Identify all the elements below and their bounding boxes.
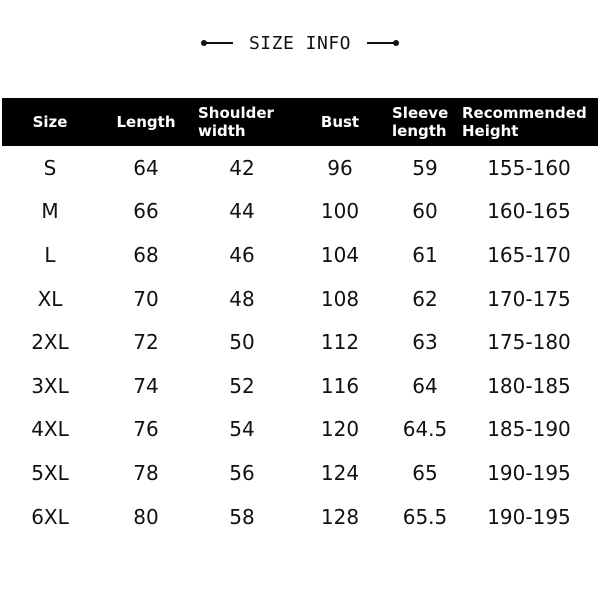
cell-recommended-height: 180-185 [487,373,571,398]
cell-recommended-height: 175-180 [487,330,571,355]
cell-bust: 100 [320,199,360,224]
title-left-ornament [199,38,239,48]
header-length: Length [116,113,176,131]
cell-shoulder-width: 56 [229,460,255,485]
cell-shoulder-width: 50 [229,330,255,355]
cell-length: 76 [133,417,159,442]
cell-size: L [44,242,56,267]
table-row [2,277,598,321]
header-size: Size [32,113,68,131]
cell-bust: 112 [320,330,360,355]
cell-sleeve-length: 63 [412,330,438,355]
header-recommended-height: Recommended Height [462,104,587,140]
cell-size: 4XL [31,417,69,442]
cell-sleeve-length: 65.5 [402,504,448,529]
cell-shoulder-width: 44 [229,199,255,224]
cell-shoulder-width: 58 [229,504,255,529]
cell-recommended-height: 155-160 [487,155,571,180]
cell-recommended-height: 160-165 [487,199,571,224]
cell-sleeve-length: 62 [412,286,438,311]
cell-recommended-height: 185-190 [487,417,571,442]
cell-bust: 124 [320,460,360,485]
header-sleeve-length: Sleeve length [392,104,449,140]
cell-recommended-height: 170-175 [487,286,571,311]
cell-bust: 120 [320,417,360,442]
size-table [2,98,598,538]
cell-size: M [41,199,59,224]
header-shoulder-width: Shoulder width [198,104,274,140]
cell-sleeve-length: 64 [412,373,438,398]
cell-length: 70 [133,286,159,311]
table-row [2,146,598,190]
cell-bust: 128 [320,504,360,529]
cell-size: 3XL [31,373,69,398]
cell-recommended-height: 165-170 [487,242,571,267]
cell-shoulder-width: 52 [229,373,255,398]
table-row [2,451,598,495]
cell-sleeve-length: 60 [412,199,438,224]
cell-bust: 108 [320,286,360,311]
table-row [2,320,598,364]
cell-bust: 96 [327,155,353,180]
cell-recommended-height: 190-195 [487,460,571,485]
table-row [2,233,598,277]
cell-shoulder-width: 48 [229,286,255,311]
cell-bust: 104 [320,242,360,267]
header-bust: Bust [320,113,360,131]
cell-length: 68 [133,242,159,267]
cell-length: 78 [133,460,159,485]
table-row [2,364,598,408]
cell-shoulder-width: 42 [229,155,255,180]
cell-size: 2XL [31,330,69,355]
page-title: SIZE INFO [248,32,352,54]
cell-length: 72 [133,330,159,355]
title-right-ornament [361,38,401,48]
cell-size: S [43,155,57,180]
table-row [2,190,598,234]
cell-length: 64 [133,155,159,180]
cell-size: XL [37,286,63,311]
cell-bust: 116 [320,373,360,398]
cell-sleeve-length: 61 [412,242,438,267]
cell-length: 66 [133,199,159,224]
table-body [2,146,598,538]
cell-shoulder-width: 54 [229,417,255,442]
cell-length: 80 [133,504,159,529]
cell-sleeve-length: 65 [412,460,438,485]
cell-size: 5XL [31,460,69,485]
cell-length: 74 [133,373,159,398]
table-row [2,495,598,539]
cell-size: 6XL [31,504,69,529]
cell-shoulder-width: 46 [229,242,255,267]
table-header-row [2,98,598,146]
cell-sleeve-length: 59 [412,155,438,180]
table-row [2,408,598,452]
cell-recommended-height: 190-195 [487,504,571,529]
cell-sleeve-length: 64.5 [402,417,448,442]
title-bar [0,30,600,56]
